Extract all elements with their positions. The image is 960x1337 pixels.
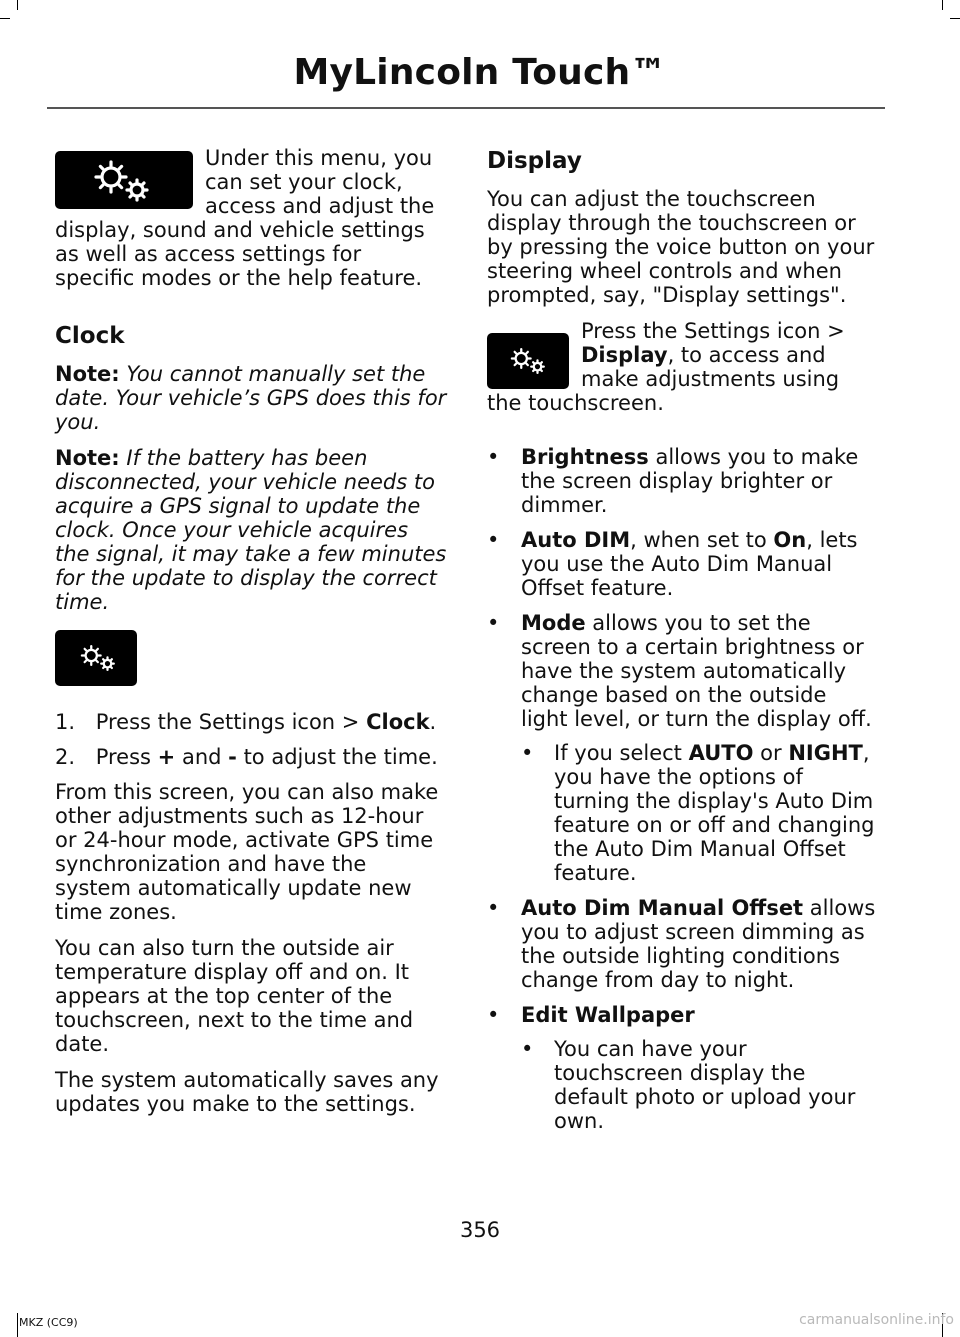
settings-gears-icon bbox=[55, 151, 193, 209]
model-code: MKZ (CC9) bbox=[19, 1316, 78, 1329]
sub-text: If you select bbox=[554, 741, 682, 765]
sub-text: , you have the options of turning the display's Auto Dim feature on or off and changing the Auto Dim Manual Offset feature. bbox=[554, 741, 875, 885]
auto-dim-text: , when set to bbox=[630, 528, 767, 552]
brightness-text: allows you to make the screen display brighter or dimmer. bbox=[521, 445, 859, 517]
step-number: 1. bbox=[55, 710, 76, 734]
list-item bbox=[487, 445, 879, 517]
note-battery bbox=[55, 446, 447, 614]
sub-text: or bbox=[760, 741, 782, 765]
right-column bbox=[487, 146, 879, 1144]
crop-mark bbox=[950, 18, 960, 19]
manual-offset-term: Auto Dim Manual Offset bbox=[521, 896, 804, 920]
list-item bbox=[487, 896, 879, 992]
settings-gears-icon bbox=[487, 333, 569, 389]
crop-mark bbox=[17, 0, 18, 10]
note-label: Note: bbox=[55, 362, 120, 386]
note-clock-date bbox=[55, 362, 447, 434]
step-bold-term: Clock bbox=[366, 710, 430, 734]
page-header-title: MyLincoln Touch™ bbox=[293, 52, 667, 93]
crop-mark bbox=[942, 0, 943, 10]
settings-text: , to access and make adjustments using the touchscreen. bbox=[487, 343, 840, 415]
step-text: Press the Settings icon > bbox=[95, 710, 360, 734]
crop-mark bbox=[17, 1313, 18, 1337]
settings-text: Press the Settings icon > bbox=[581, 319, 845, 343]
minus-symbol: - bbox=[228, 745, 237, 769]
list-item bbox=[487, 611, 879, 885]
step-item bbox=[55, 710, 447, 734]
settings-gears-icon bbox=[55, 630, 137, 686]
note-label: Note: bbox=[55, 446, 120, 470]
outside-temp-paragraph: You can also turn the outside air temperature display off and on. It appears at the top center of the touchscreen, next to the time and date. bbox=[55, 936, 414, 1056]
clock-adjustments-paragraph: From this screen, you can also make other adjustments such as 12-hour or 24-hour mode, activate GPS time synchronization and have the system automatically update new time zones. bbox=[55, 780, 439, 924]
brightness-term: Brightness bbox=[521, 445, 649, 469]
list-item bbox=[487, 528, 879, 600]
mode-text: allows you to set the screen to a certain brightness or have the system automatically change based on the outside light level, or turn the display off. bbox=[521, 611, 872, 731]
clock-steps bbox=[55, 710, 447, 769]
crop-mark bbox=[0, 18, 10, 19]
watermark: carmanualsonline.info bbox=[799, 1312, 954, 1328]
night-term: NIGHT bbox=[788, 741, 863, 765]
auto-dim-text: , lets you use the Auto Dim Manual Offset feature. bbox=[521, 528, 858, 600]
mode-term: Mode bbox=[521, 611, 586, 635]
autosave-paragraph: The system automatically saves any updates you make to the settings. bbox=[55, 1068, 439, 1116]
step-text: and bbox=[181, 745, 222, 769]
on-term: On bbox=[773, 528, 807, 552]
display-intro: You can adjust the touchscreen display through the touchscreen or by pressing the voice button on your steering wheel controls and when prompted, say, "Display settings". bbox=[487, 187, 875, 307]
plus-symbol: + bbox=[157, 745, 176, 769]
display-term: Display bbox=[581, 343, 668, 367]
header-divider bbox=[47, 107, 885, 109]
list-item: • You can have your touchscreen display the default photo or upload your own. bbox=[521, 1037, 879, 1133]
note-text: If the battery has been disconnected, your vehicle needs to acquire a GPS signal to update the clock. Once your vehicle acquires the signal, it may take a few minutes for the update to display the correct time. bbox=[55, 446, 447, 614]
manual-offset-text: allows you to adjust screen dimming as the outside lighting conditions change from day to night. bbox=[521, 896, 876, 992]
note-text: You cannot manually set the date. Your vehicle’s GPS does this for you. bbox=[55, 362, 447, 434]
display-heading: Display bbox=[487, 148, 582, 174]
step-text: to adjust the time. bbox=[243, 745, 438, 769]
mode-sublist bbox=[521, 741, 879, 885]
step-item bbox=[55, 745, 447, 769]
intro-paragraph: Under this menu, you can set your clock, access and adjust the display, sound and vehicle settings as well as access settings for specific modes or the help feature. bbox=[55, 146, 435, 290]
display-options-list bbox=[487, 445, 879, 1133]
wallpaper-sublist bbox=[521, 1037, 879, 1133]
list-item bbox=[521, 741, 879, 885]
edit-wallpaper-term: Edit Wallpaper bbox=[521, 1003, 695, 1027]
step-text: Press bbox=[95, 745, 151, 769]
auto-term: AUTO bbox=[688, 741, 754, 765]
list-item bbox=[487, 1003, 879, 1133]
page-number: 356 bbox=[459, 1218, 501, 1242]
clock-heading: Clock bbox=[55, 323, 125, 349]
step-end: . bbox=[429, 710, 437, 734]
auto-dim-term: Auto DIM bbox=[521, 528, 631, 552]
step-number: 2. bbox=[55, 745, 76, 769]
left-column bbox=[55, 146, 447, 1128]
